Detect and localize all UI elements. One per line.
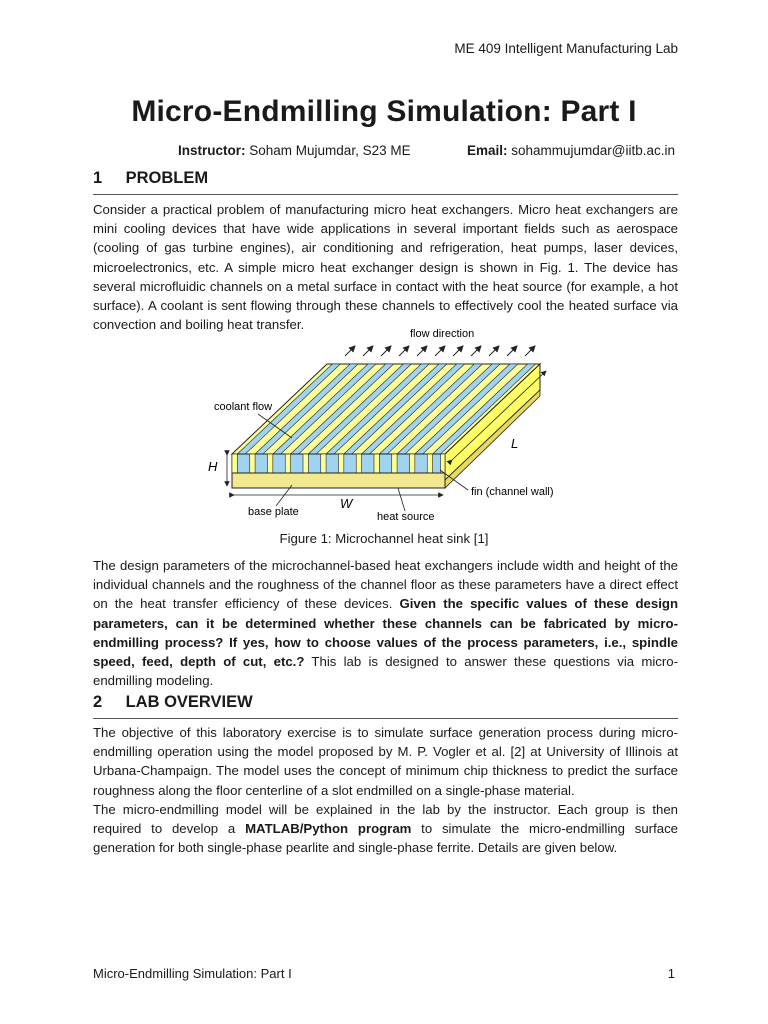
instructor-label: Instructor: — [178, 143, 246, 158]
label-coolant-flow: coolant flow — [214, 401, 273, 413]
flow-arrow — [363, 346, 373, 356]
flow-arrow — [417, 346, 427, 356]
problem-paragraph-2 — [93, 556, 678, 690]
flow-arrow — [453, 346, 463, 356]
problem-paragraph-1 — [93, 200, 678, 334]
email-address[interactable]: sohammujumdar@iitb.ac.in — [511, 143, 675, 158]
section-title: LAB OVERVIEW — [125, 693, 253, 711]
footer-text: Micro-Endmilling Simulation: Part I — [93, 966, 292, 981]
label-base-plate: base plate — [248, 506, 299, 518]
paragraph-text-2 — [93, 800, 678, 858]
leader-heat — [398, 488, 405, 511]
heat-sink-diagram — [200, 328, 570, 528]
fin — [427, 454, 432, 473]
section-title: PROBLEM — [125, 169, 209, 187]
flow-arrow — [489, 346, 499, 356]
section-number: 2 — [93, 693, 103, 711]
figure-caption: Figure 1: Microchannel heat sink [1] — [279, 531, 489, 546]
flow-arrow — [435, 346, 445, 356]
flow-arrow — [381, 346, 391, 356]
paragraph-text: Consider a practical problem of manufacturing micro heat exchangers. Micro heat exchangers are mini cooling devices that have wide applications in several important fields such as aerospace (cooling of gas turbine engines), air conditioning and refrigeration, heat pumps, laser devices, microelectronics, etc. A simple micro heat exchanger design is shown in Fig. 1. The device has several microfluidic channels on a metal surface in contact with the heat source (for example, a hot surface). A coolant is sent flowing through these channels to effectively cool the heated surface via convection and boiling heat transfer. — [93, 202, 678, 333]
section-number: 1 — [93, 169, 103, 187]
fin — [410, 454, 415, 473]
label-fin: fin (channel wall) — [471, 486, 554, 498]
fin — [250, 454, 255, 473]
flow-arrow — [399, 346, 409, 356]
fin — [285, 454, 290, 473]
fin — [232, 454, 237, 473]
paragraph-end: This lab is designed to answer these questions via micro-endmilling modeling. — [93, 654, 678, 689]
overview-paragraph — [93, 723, 678, 857]
email-label: Email: — [466, 143, 508, 158]
section-heading-lab-overview — [93, 693, 678, 719]
label-W: W — [340, 496, 353, 511]
microchannel-figure — [200, 328, 570, 528]
flow-arrow — [507, 346, 517, 356]
paragraph-start: The micro-endmilling model will be explained in the lab by the instructor. Each group is then required to develop a — [93, 801, 678, 837]
flow-arrow — [525, 346, 535, 356]
paragraph-text: The objective of this laboratory exercise is to simulate surface generation process during micro-endmilling operation using the model proposed by M. P. Vogler et al. [2] at University of Illinois at Urbana-Champaign. The model uses the concept of minimum chip thickness to predict the surface roughness along the floor centerline of a slot endmilled on a single-phase material. — [93, 725, 678, 798]
fin — [268, 454, 273, 473]
label-heat-source: heat source — [377, 511, 435, 523]
instructor-name: Soham Mujumdar, S23 ME — [249, 143, 411, 158]
page-number: 1 — [667, 966, 675, 981]
page-title: Micro-Endmilling Simulation: Part I — [131, 95, 637, 128]
fin — [321, 454, 326, 473]
fin — [441, 454, 445, 473]
base-plate — [232, 473, 445, 488]
label-flow-direction: flow direction — [410, 328, 475, 340]
paragraph-end: to simulate the micro-endmilling surface generation for both single-phase pearlite and single-phase ferrite. Details are given below. — [93, 821, 678, 856]
paragraph-bold: MATLAB/Python program — [245, 821, 412, 837]
label-L: L — [511, 436, 519, 451]
fin — [339, 454, 344, 473]
fin — [374, 454, 379, 473]
label-H: H — [208, 459, 218, 474]
fin — [356, 454, 361, 473]
flow-arrow — [345, 346, 355, 356]
paragraph-text — [93, 556, 678, 690]
fin — [392, 454, 397, 473]
section-heading-problem — [93, 169, 678, 195]
fin — [303, 454, 308, 473]
paragraph-start: The design parameters of the microchannel-based heat exchangers include width and height of the individual channels and the roughness of the channel floor as these parameters have a direct effect on the heat transfer efficiency of these devices. — [93, 558, 678, 612]
paragraph-bold: Given the specific values of these design parameters, can it be determined whether these channels can be fabricated by micro-endmilling process? If yes, how to choose values of the process parameters, i.e., spindle speed, feed, depth of cut, etc.? — [93, 596, 678, 670]
course-header: ME 409 Intelligent Manufacturing Lab — [454, 41, 678, 56]
flow-arrow — [471, 346, 481, 356]
email-line — [467, 143, 675, 158]
flow-direction-arrows — [345, 346, 535, 356]
instructor-line — [178, 143, 411, 158]
